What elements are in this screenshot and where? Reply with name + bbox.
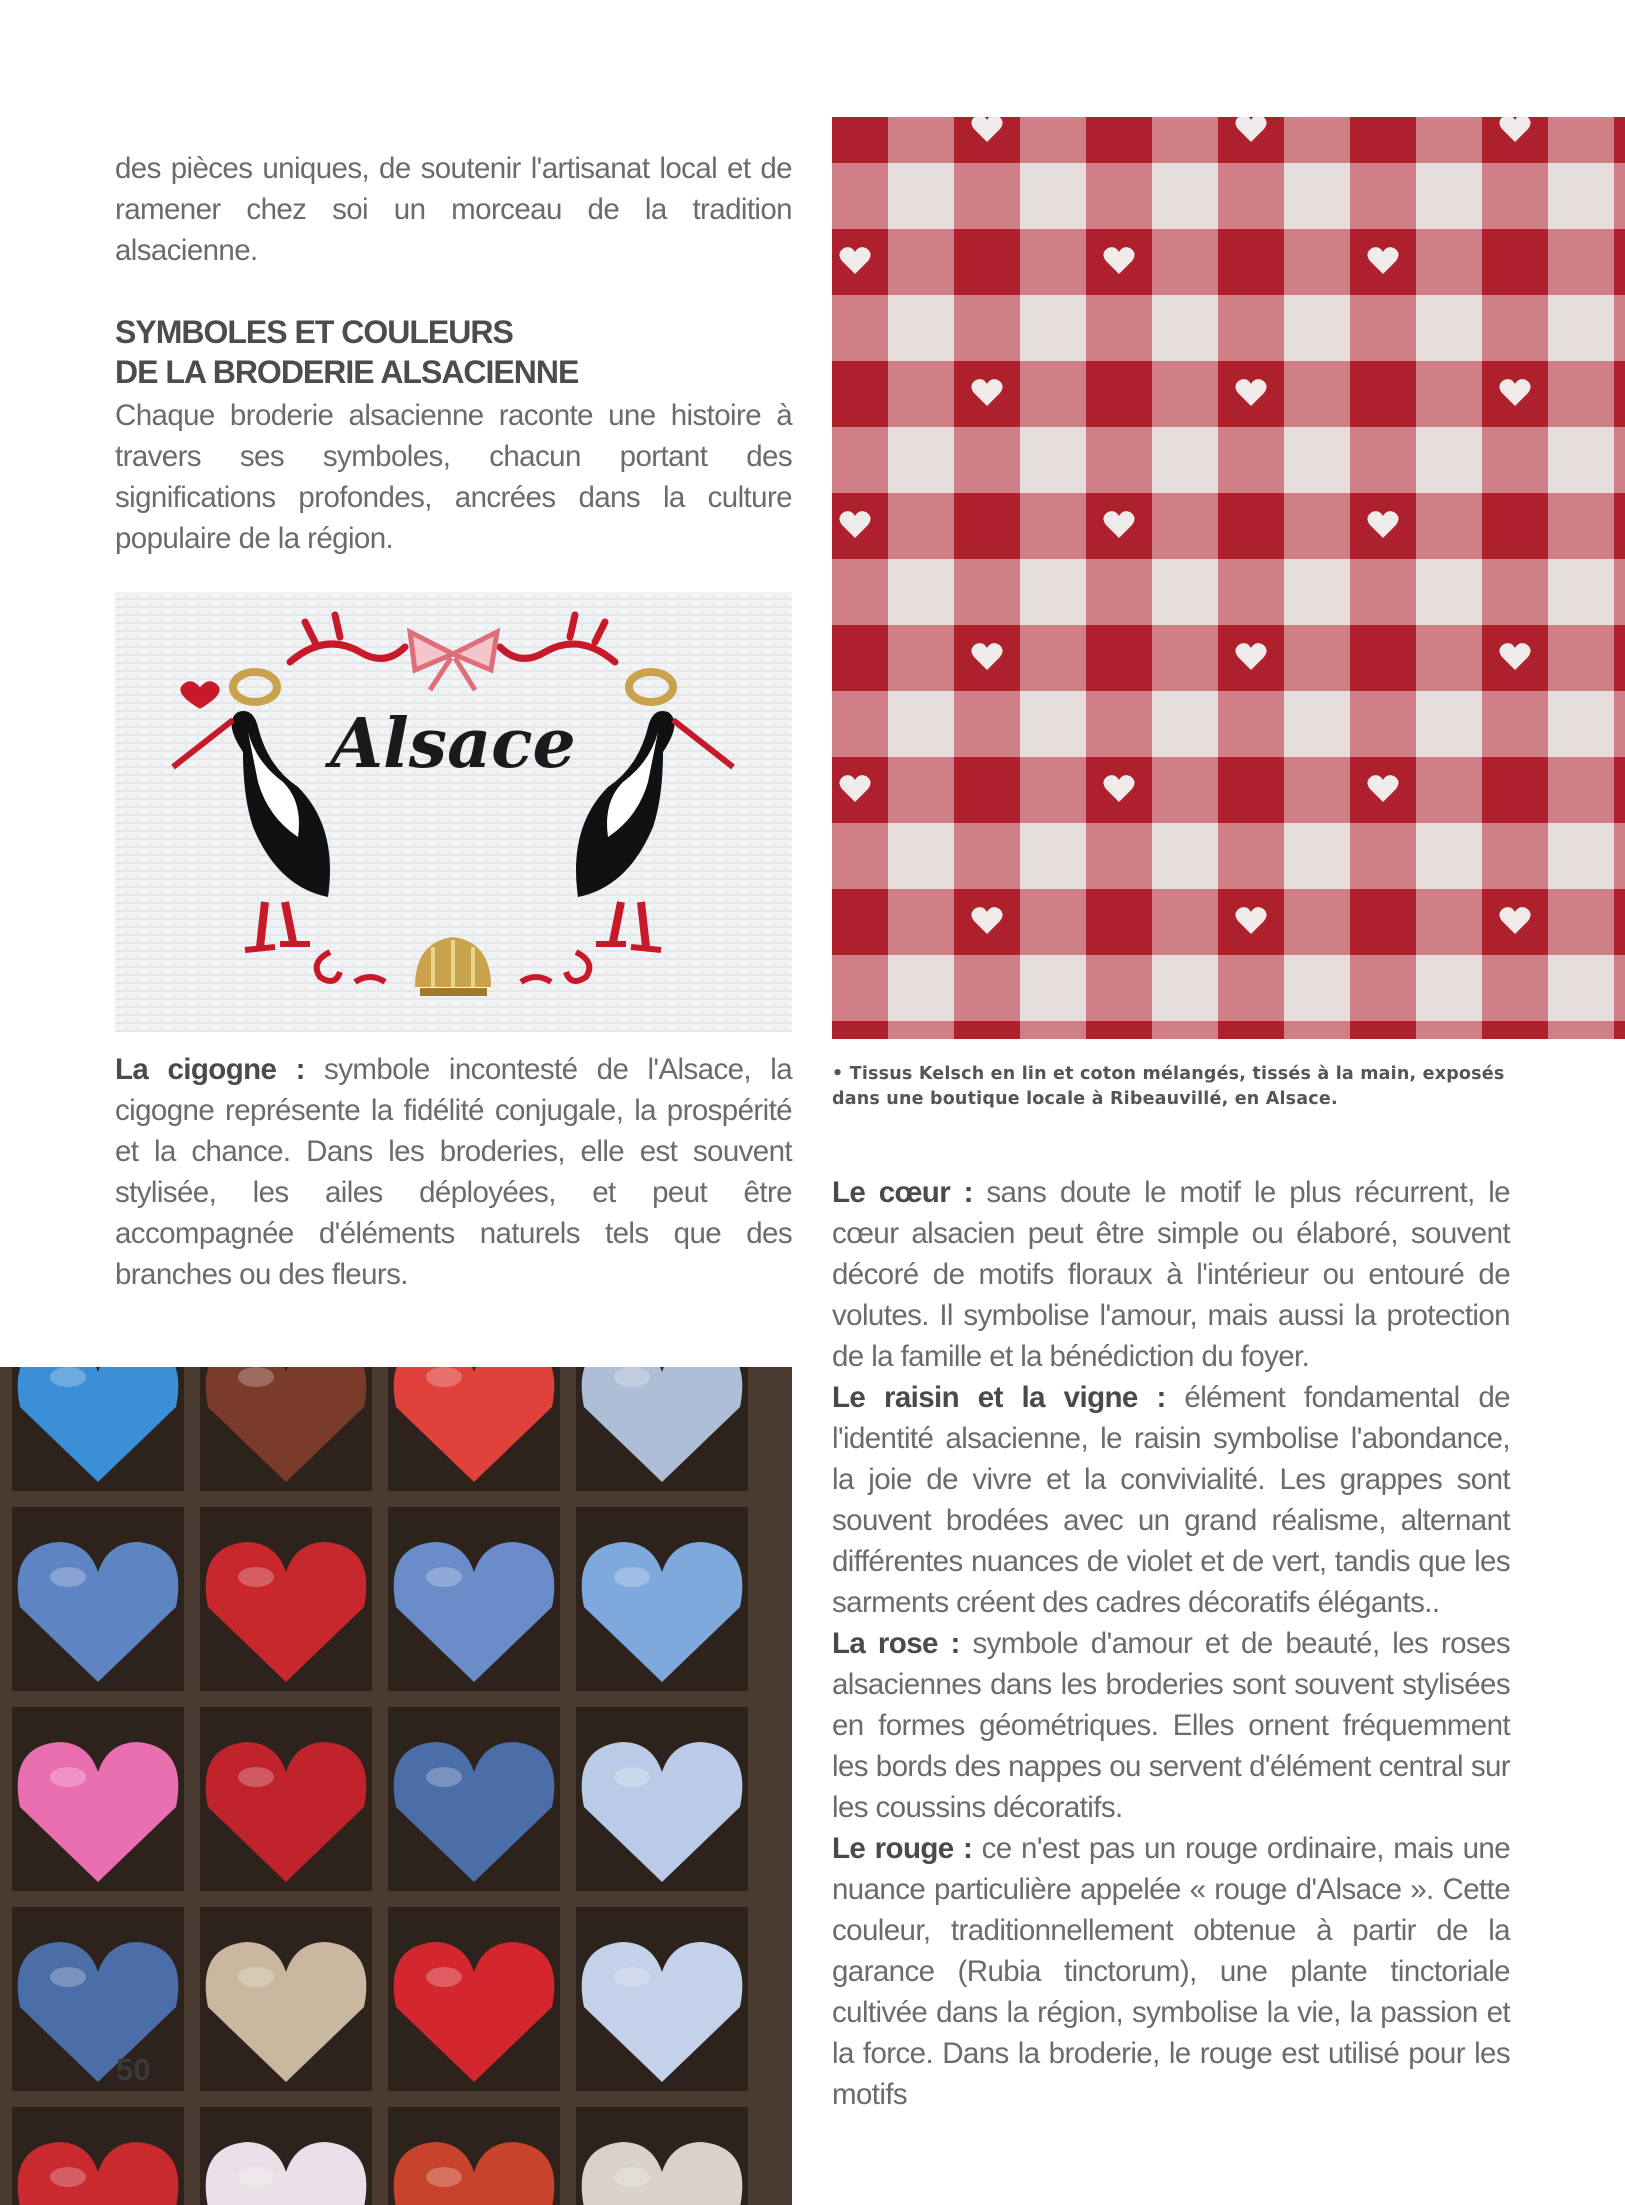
red-term: Le rouge : xyxy=(832,1832,973,1865)
gingham-illustration xyxy=(832,117,1625,1039)
embroidery-photo xyxy=(115,592,792,1032)
rose-description: symbole d'amour et de beauté, les roses alsaciennes dans les broderies sont souvent stylisées en formes géométriques. Elles ornent fréquemment les bords des nappes ou servent d'élément central sur les coussins décoratifs. xyxy=(832,1627,1510,1824)
section-lead-text: Chaque broderie alsacienne raconte une histoire à travers ses symboles, chacun portant des significations profondes, ancrées dans la culture populaire de la région. xyxy=(115,399,792,555)
symbol-rose xyxy=(832,1623,1510,1828)
photo-caption: • Tissus Kelsch en lin et coton mélangés, tissés à la main, exposés dans une boutique locale à Ribeauvillé, en Alsace. xyxy=(832,1064,1505,1109)
gingham-fabric-photo xyxy=(832,117,1625,1039)
stork-paragraph xyxy=(115,1049,792,1295)
symbol-heart xyxy=(832,1172,1510,1377)
section-lead xyxy=(115,395,792,559)
intro-text: des pièces uniques, de soutenir l'artisanat local et de ramener chez soi un morceau de la tradition alsacienne. xyxy=(115,152,792,267)
section-title-line2: DE LA BRODERIE ALSACIENNE xyxy=(115,354,579,390)
rose-term: La rose : xyxy=(832,1627,960,1660)
symbols-list xyxy=(832,1172,1510,2115)
section-title-line1: SYMBOLES ET COULEURS xyxy=(115,314,513,350)
page-number: 50 xyxy=(116,2052,151,2087)
section-title xyxy=(115,312,792,392)
embroidery-illustration xyxy=(115,592,792,1032)
heart-term: Le cœur : xyxy=(832,1176,973,1209)
stork-description: symbole incontesté de l'Alsace, la cigogne représente la fidélité conjugale, la prospérité et la chance. Dans les broderies, elle est souvent stylisée, les ailes déployées, et peut être accompagnée d'éléments naturels tels que des branches ou des fleurs. xyxy=(115,1053,792,1291)
red-description: ce n'est pas un rouge ordinaire, mais une nuance particulière appelée « rouge d'Alsace ». Cette couleur, traditionnellement obtenue à partir de la garance (Rubia tinctorum), une plante tinctoriale cultivée dans la région, symbolise la vie, la passion et la force. Dans la broderie, le rouge est utilisé pour les motifs xyxy=(832,1832,1511,2111)
intro-paragraph xyxy=(115,148,792,271)
symbol-red xyxy=(832,1828,1510,2115)
alsace-word: Alsace xyxy=(330,704,576,784)
symbol-grape xyxy=(832,1377,1510,1623)
grape-description: élément fondamental de l'identité alsacienne, le raisin symbolise l'abondance, la joie de vivre et la convivialité. Les grappes sont souvent brodées avec un grand réalisme, alternant différentes nuances de violet et de vert, tandis que les sarments créent des cadres décoratifs élégants.. xyxy=(832,1381,1510,1619)
grape-term: Le raisin et la vigne : xyxy=(832,1381,1166,1414)
heart-description: sans doute le motif le plus récurrent, le cœur alsacien peut être simple ou élaboré, souvent décoré de motifs floraux à l'intérieur ou entouré de volutes. Il symbolise l'amour, mais aussi la protection de la famille et la bénédiction du foyer. xyxy=(832,1176,1510,1373)
stork-term: La cigogne : xyxy=(115,1053,305,1086)
